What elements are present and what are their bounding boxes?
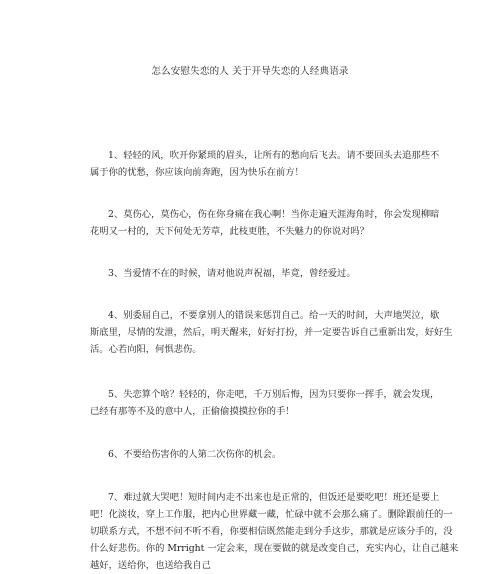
paragraph-line: 已经有那等不及的意中人，正偷偷摸摸拉你的手！ bbox=[90, 406, 295, 417]
paragraph-line: 属于你的忧愁，你应该向前奔跑，因为快乐在前方！ bbox=[90, 167, 304, 178]
paragraph-7 bbox=[90, 489, 459, 574]
paragraph-line: 花明又一村的，天下何处无芳草，此枝更胜，不失魅力的你说对吗？ bbox=[90, 226, 369, 237]
paragraph-line: 斯底里，尽情的发泄，然后，明天醒来，好好打扮，并一定要告诉自己重新出发，好好生 bbox=[90, 327, 453, 338]
paragraph-line: 2、莫伤心，莫伤心，伤在你身痛在我心啊！当你走遍天涯海角时，你会发现柳暗 bbox=[108, 209, 440, 220]
paragraph-line: 4、别委屈自己，不要拿别人的错误来惩罚自己。给一天的时间，大声地哭泣，歇 bbox=[108, 310, 440, 321]
paragraph-line: 3、当爱情不在的时候，请对他说声祝福，毕竟，曾经爱过。 bbox=[108, 268, 356, 279]
paragraph-2 bbox=[90, 206, 440, 240]
paragraph-line: 6、不要给伤害你的人第二次伤你的机会。 bbox=[108, 449, 282, 460]
paragraph-line: 切联系方式，不想不问不听不看，你要相信既然能走到分手这步，那就是应该分手的，没 bbox=[90, 526, 453, 537]
paragraph-line: 活。心若向阳，何惧悲伤。 bbox=[90, 344, 202, 355]
paragraph-line: 5、失恋算个啥？轻轻的，你走吧，千万别后悔，因为只要你一挥手，就会发现， bbox=[108, 389, 440, 400]
paragraph-line: 什么好悲伤。你的 Mrright 一定会来，现在要做的就是改变自己，充实内心，让自己越来 bbox=[90, 543, 459, 554]
paragraph-3 bbox=[90, 265, 435, 282]
paragraph-line: 7、难过就大哭吧！短时间内走不出来也是正常的，但饭还是要吃吧！班还是要上 bbox=[108, 492, 440, 503]
paragraph-line: 吧！化淡妆，穿上工作服，把内心世界藏一藏，忙碌中就不会那么痛了。删除跟前任的一 bbox=[90, 509, 453, 520]
paragraph-line: 越好，送给你，也送给我自己 bbox=[90, 560, 211, 571]
paragraph-1 bbox=[90, 147, 440, 181]
paragraph-line: 1、轻轻的风，吹开你紧琐的眉头，让所有的愁向后飞去。请不要回头去追那些不 bbox=[108, 150, 440, 161]
paragraph-5 bbox=[90, 386, 440, 420]
document-title: 怎么安慰失恋的人 关于开导失恋的人经典语录 bbox=[151, 66, 349, 77]
paragraph-4 bbox=[90, 307, 453, 358]
paragraph-6 bbox=[90, 446, 435, 463]
